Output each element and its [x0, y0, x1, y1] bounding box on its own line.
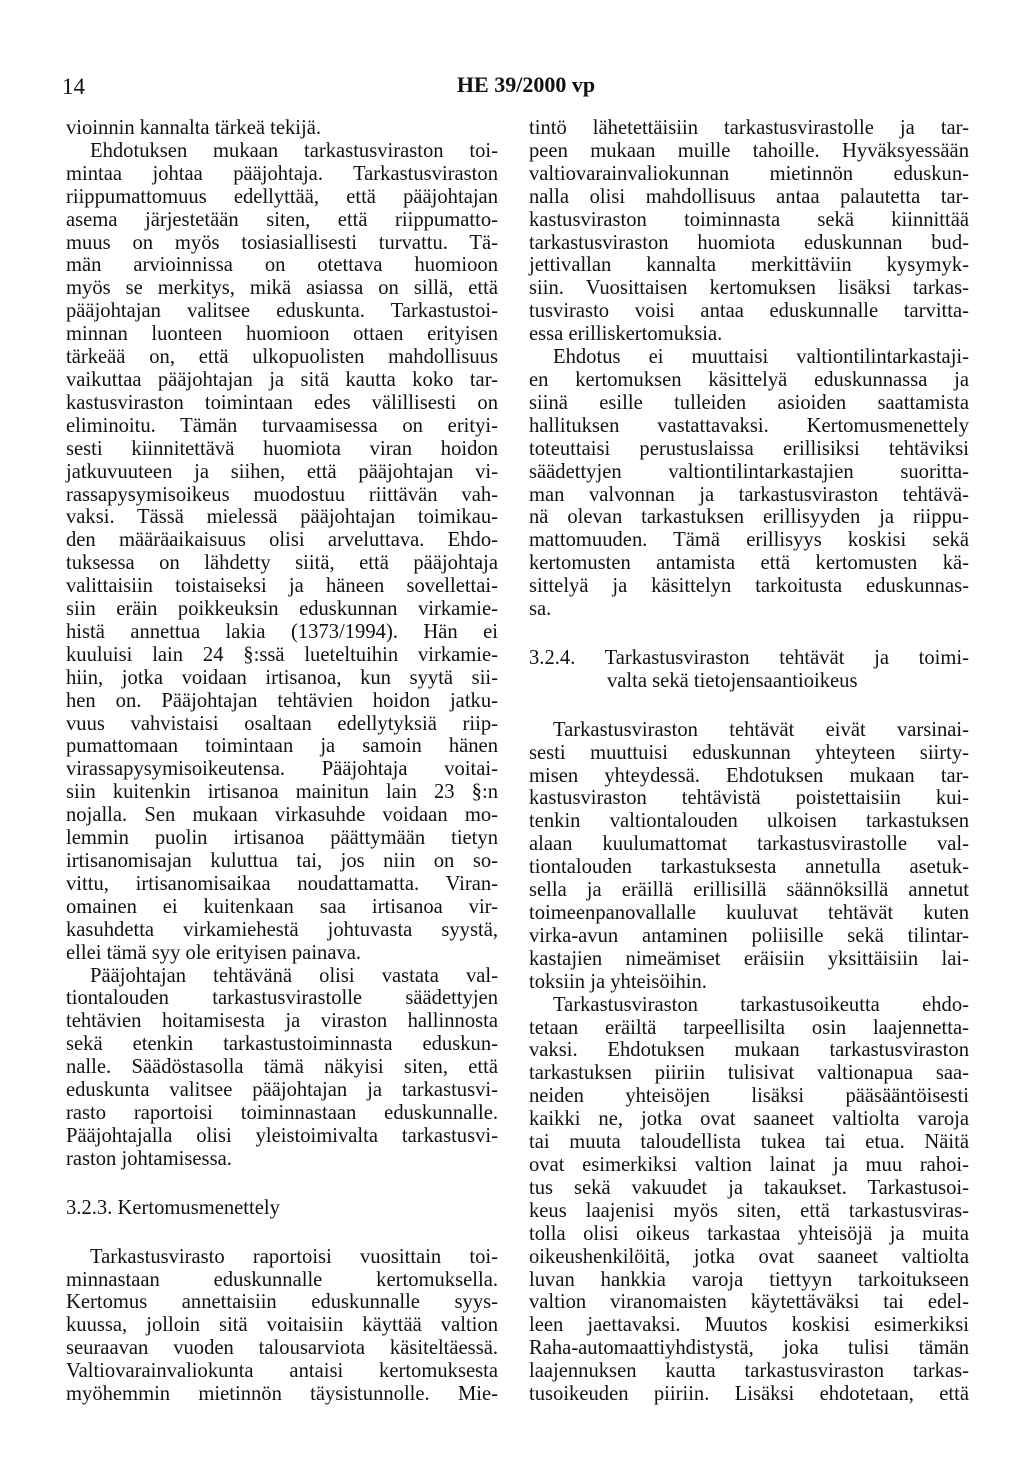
text-line: vaksi. Ehdotuksen mukaan tarkastusviraston	[529, 1039, 969, 1062]
text-line: ovat esimerkiksi valtion lainat ja muu rahoi-	[529, 1153, 969, 1176]
text-line: Raha-automaattiyhdistystä, joka tulisi tämän	[529, 1337, 969, 1360]
text-line: tusvirasto voisi antaa eduskunnalle tarvitta-	[529, 300, 969, 323]
text-line: Kertomus annettaisiin eduskunnalle syys-	[66, 1291, 498, 1314]
text-line: den määräaikaisuus olisi arveluttava. Ehdo-	[66, 529, 498, 552]
text-line: sesti kiinnitettävä huomiota viran hoidon	[66, 437, 498, 460]
text-line: essa erilliskertomuksia.	[529, 323, 723, 346]
text-line: neiden yhteisöjen lisäksi pääsääntöisesti	[529, 1085, 969, 1108]
text-line: tai muuta taloudellista tukea tai etua. Näitä	[529, 1131, 969, 1154]
text-line: lemmin puolin irtisanoa päättymään tietyn	[66, 827, 498, 850]
text-line: Tarkastusviraston tehtävät eivät varsinai-	[553, 718, 969, 741]
text-line: kaikki ne, jotka ovat saaneet valtiolta varoja	[529, 1108, 969, 1131]
text-line: en kertomuksen käsittelyä eduskunnassa ja	[529, 368, 969, 391]
text-line: hallituksen vastattavaksi. Kertomusmenettely	[529, 414, 969, 437]
section-heading-continuation: valta sekä tietojensaantioikeus	[607, 669, 858, 692]
text-line: sittelyä ja käsittelyn tarkoitusta eduskunnas-	[529, 575, 969, 598]
text-line: kastajien nimeämiset eräisiin yksittäisiin lai-	[529, 947, 969, 970]
text-line: Ehdotus ei muuttaisi valtiontilintarkastaji-	[553, 346, 969, 369]
text-line: histä annettua lakia (1373/1994). Hän ei	[66, 620, 498, 643]
text-line: tarkastuksen piiriin tulisivat valtionapua saa-	[529, 1062, 969, 1085]
text-line: vaksi. Tässä mielessä pääjohtajan toimikau-	[66, 506, 498, 529]
text-line: man valvonnan ja tarkastusviraston tehtävä-	[529, 483, 969, 506]
text-line: tarkastusviraston huomiota eduskunnan bud-	[529, 231, 969, 254]
text-line: vittu, irtisanomisaikaa noudattamatta. Viran-	[66, 872, 498, 895]
running-header: HE 39/2000 vp	[456, 72, 596, 97]
text-line: tus sekä vakuudet ja takaukset. Tarkastusoi-	[529, 1176, 969, 1199]
text-line: valtiovarainvaliokunnan mietinnön eduskun-	[529, 162, 969, 185]
text-line: nä olevan tarkastuksen erillisyyden ja riippu-	[529, 506, 969, 529]
text-line: tuksessa on lähdetty siitä, että pääjohtaja	[66, 552, 498, 575]
text-line: raston johtamisessa.	[66, 1147, 232, 1170]
text-line: kastusviraston toimintaan edes välillisesti on	[66, 391, 498, 414]
text-line: pääjohtajan valitsee eduskunta. Tarkastustoi-	[66, 300, 498, 323]
text-line: minnastaan eduskunnalle kertomuksella.	[66, 1268, 498, 1291]
spacer	[529, 621, 969, 647]
text-line: hen on. Pääjohtajan tehtävien hoidon jatku-	[66, 689, 498, 712]
text-line: virka-avun antaminen poliisille sekä tilintar-	[529, 924, 969, 947]
text-line: sella ja eräillä erillisillä säännöksillä annetut	[529, 879, 969, 902]
text-line: pumattomaan toimintaan ja samoin hänen	[66, 735, 498, 758]
text-line: oikeushenkilöitä, jotka ovat saaneet valtiolta	[529, 1245, 969, 1268]
text-line: tehtävien hoitamisesta ja viraston hallinnosta	[66, 1010, 498, 1033]
text-line: irtisanomisajan kuluttua tai, jos niin on so-	[66, 850, 498, 872]
text-line: myös se merkitys, mikä asiassa on sillä, että	[66, 277, 498, 300]
text-line: kasuhdetta virkamiehestä johtuvasta syystä,	[66, 918, 498, 941]
text-line: toimeenpanovallalle kuuluvat tehtävät kuten	[529, 902, 969, 924]
text-line: tintö lähetettäisiin tarkastusvirastolle ja tar-	[529, 117, 969, 139]
text-line: tolla olisi oikeus tarkastaa yhteisöjä ja muita	[529, 1222, 969, 1245]
text-line: Tarkastusviraston tarkastusoikeutta ehdo-	[553, 993, 969, 1016]
spacer	[529, 693, 969, 719]
text-line: alaan kuulumattomat tarkastusvirastolle val-	[529, 833, 969, 856]
text-line: siinä esille tulleiden asioiden saattamista	[529, 391, 969, 414]
right-column	[529, 117, 969, 1406]
text-line: kuussa, jolloin sitä voitaisiin käyttää valtion	[66, 1314, 498, 1337]
text-line: vuus vahvistaisi osaltaan edellytyksiä riip-	[66, 712, 498, 735]
text-line: nalle. Säädöstasolla tämä näkyisi siten, että	[66, 1056, 498, 1079]
text-line: misen yhteydessä. Ehdotuksen mukaan tar-	[529, 764, 969, 787]
text-line: hiin, jotka voidaan irtisanoa, kun syytä sii-	[66, 666, 498, 689]
text-line: Valtiovarainvaliokunta antaisi kertomuksesta	[66, 1360, 498, 1383]
text-line: leen jaettavaksi. Muutos koskisi esimerkiksi	[529, 1314, 969, 1337]
text-line: tusoikeuden piiriin. Lisäksi ehdotetaan, että	[529, 1383, 969, 1406]
text-line: keus laajenisi myös siten, että tarkastusviras-	[529, 1199, 969, 1222]
text-line: mintaa johtaa pääjohtaja. Tarkastusviraston	[66, 162, 498, 185]
page-number: 14	[62, 74, 85, 99]
text-line: muus on myös tosiasiallisesti turvattu. Tä-	[66, 231, 498, 254]
text-line: laajennuksen kautta tarkastusviraston tarkas-	[529, 1360, 969, 1383]
text-line: valtion viranomaisten käytettäväksi tai edel-	[529, 1291, 969, 1314]
text-line: mattomuuden. Tämä erillisyys koskisi sekä	[529, 529, 969, 552]
text-line: kertomusten antamista että kertomusten kä-	[529, 552, 969, 575]
text-line: siin kuitenkin irtisanoa mainitun lain 23 §:n	[66, 781, 498, 804]
text-line: Tarkastusvirasto raportoisi vuosittain toi-	[90, 1245, 498, 1268]
text-line: minnan luonteen huomioon ottaen erityisen	[66, 323, 498, 346]
text-line: virassapysymisoikeutensa. Pääjohtaja voitai-	[66, 758, 498, 781]
text-line: vaikuttaa pääjohtajan ja sitä kautta koko tar-	[66, 368, 498, 391]
text-line: myöhemmin mietinnön täysistunnolle. Mie-	[66, 1383, 498, 1406]
text-line: nojalla. Sen mukaan virkasuhde voidaan mo-	[66, 804, 498, 827]
text-line: säädettyjen valtiontilintarkastajien suoritta-	[529, 460, 969, 483]
text-line: kastusviraston tehtävistä poistettaisiin kui-	[529, 787, 969, 810]
text-line: tiontalouden tarkastuksesta annetulla asetuk-	[529, 856, 969, 879]
text-line: Pääjohtajan tehtävänä olisi vastata val-	[90, 964, 498, 987]
text-line: siin eräin poikkeuksin eduskunnan virkamie-	[66, 598, 498, 621]
text-line: tiontalouden tarkastusvirastolle säädettyjen	[66, 987, 498, 1010]
text-line: eliminoitu. Tämän turvaamisessa on erityi-	[66, 414, 498, 437]
text-line: Pääjohtajalla olisi yleistoimivalta tarkastusvi-	[66, 1124, 498, 1147]
text-line: tenkin valtiontalouden ulkoisen tarkastuksen	[529, 810, 969, 833]
text-line: asema järjestetään siten, että riippumatto-	[66, 208, 498, 231]
text-line: omainen ei kuitenkaan saa irtisanoa vir-	[66, 895, 498, 918]
text-line: vioinnin kannalta tärkeä tekijä.	[66, 117, 322, 139]
text-line: jatkuvuuteen ja siihen, että pääjohtajan vi-	[66, 460, 498, 483]
text-line: män arvioinnissa on otettava huomioon	[66, 254, 498, 277]
text-line: siin. Vuosittaisen kertomuksen lisäksi tarkas-	[529, 277, 969, 300]
text-line: seuraavan vuoden talousarviota käsiteltäessä.	[66, 1337, 498, 1360]
text-line: eduskunta valitsee pääjohtajan ja tarkastusvi-	[66, 1079, 498, 1102]
section-heading: 3.2.4. Tarkastusviraston tehtävät ja toimi-	[529, 646, 969, 669]
text-line: ellei tämä syy ole erityisen painava.	[66, 941, 362, 964]
text-line: sesti muuttuisi eduskunnan yhteyteen siirty-	[529, 741, 969, 764]
left-column	[66, 117, 498, 1406]
text-line: toksiin ja yhteisöihin.	[529, 970, 707, 993]
text-line: Ehdotuksen mukaan tarkastusviraston toi-	[90, 139, 498, 162]
text-line: jettivallan kannalta merkittäviin kysymyk-	[529, 254, 969, 277]
text-line: rasto raportoisi toiminnastaan eduskunnalle.	[66, 1101, 498, 1124]
text-line: kastusviraston toiminnasta sekä kiinnittää	[529, 208, 969, 231]
text-line: peen mukaan muille tahoille. Hyväksyessään	[529, 139, 969, 162]
text-line: sa.	[529, 598, 552, 621]
text-line: toteuttaisi perustuslaissa erillisiksi tehtäviksi	[529, 437, 969, 460]
text-line: luvan hankkia varoja tiettyyn tarkoitukseen	[529, 1268, 969, 1291]
text-line: rassapysymisoikeus muodostuu riittävän vah-	[66, 483, 498, 506]
section-heading: 3.2.3. Kertomusmenettely	[66, 1196, 280, 1219]
spacer	[66, 1171, 498, 1197]
text-line: valittaisiin toistaiseksi ja häneen sovellettai-	[66, 575, 498, 598]
text-line: riippumattomuus edellyttää, että pääjohtajan	[66, 185, 498, 208]
text-line: nalla olisi mahdollisuus antaa palautetta tar-	[529, 185, 969, 208]
text-line: tetaan eräiltä tarpeellisilta osin laajennetta-	[529, 1016, 969, 1039]
text-line: sekä etenkin tarkastustoiminnasta eduskun-	[66, 1033, 498, 1056]
text-line: tärkeää on, että ulkopuolisten mahdollisuus	[66, 346, 498, 369]
text-line: kuuluisi lain 24 §:ssä lueteltuihin virkamie-	[66, 643, 498, 666]
spacer	[66, 1220, 498, 1246]
